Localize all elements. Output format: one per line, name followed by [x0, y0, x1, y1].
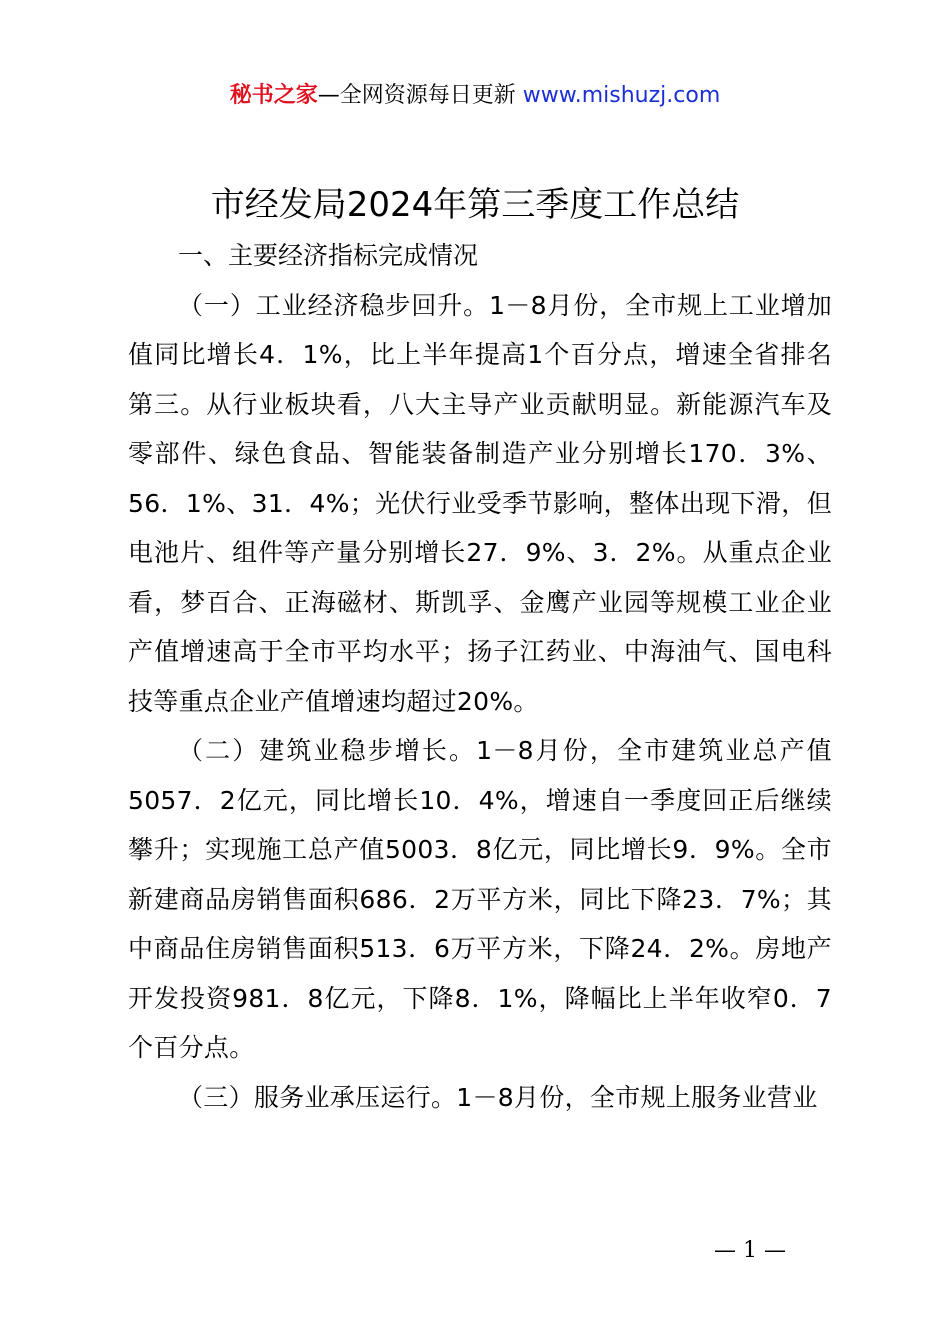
- site-tagline: —全网资源每日更新: [317, 83, 523, 108]
- site-url-link[interactable]: www.mishuzj.com: [522, 83, 721, 108]
- paragraph-services: （三）服务业承压运行。1－8月份，全市规上服务业营业: [178, 1082, 818, 1112]
- page-number: — 1 —: [714, 1238, 786, 1263]
- document-title: 市经发局2024年第三季度工作总结: [210, 185, 740, 225]
- site-header: [0, 80, 950, 112]
- section-heading: 一、主要经济指标完成情况: [178, 241, 479, 270]
- document-body: [128, 231, 832, 1122]
- paragraph-construction: （二）建筑业稳步增长。1－8月份，全市建筑业总产值5057．2亿元，同比增长10．4%，增速自一季度回正后继续攀升；实现施工总产值5003．8亿元，同比增长9．9%。全市新建商品房销售面积686．2万平方米，同比下降23．7%；其中商品住房销售面积513．6万平方米，下降24．2%。房地产开发投资981．8亿元，下降8．1%，降幅比上半年收窄0．7个百分点。: [128, 736, 832, 1062]
- site-name: 秘书之家: [229, 83, 318, 108]
- paragraph-industrial-economy: （一）工业经济稳步回升。1－8月份，全市规上工业增加值同比增长4．1%，比上半年提高1个百分点，增速全省排名第三。从行业板块看，八大主导产业贡献明显。新能源汽车及零部件、绿色食品、智能装备制造产业分别增长170．3%、56．1%、31．4%；光伏行业受季节影响，整体出现下滑，但电池片、组件等产量分别增长27．9%、3．2%。从重点企业看，梦百合、正海磁材、斯凯孚、金鹰产业园等规模工业企业产值增速高于全市平均水平；扬子江药业、中海油气、国电科技等重点企业产值增速均超过20%。: [128, 290, 832, 716]
